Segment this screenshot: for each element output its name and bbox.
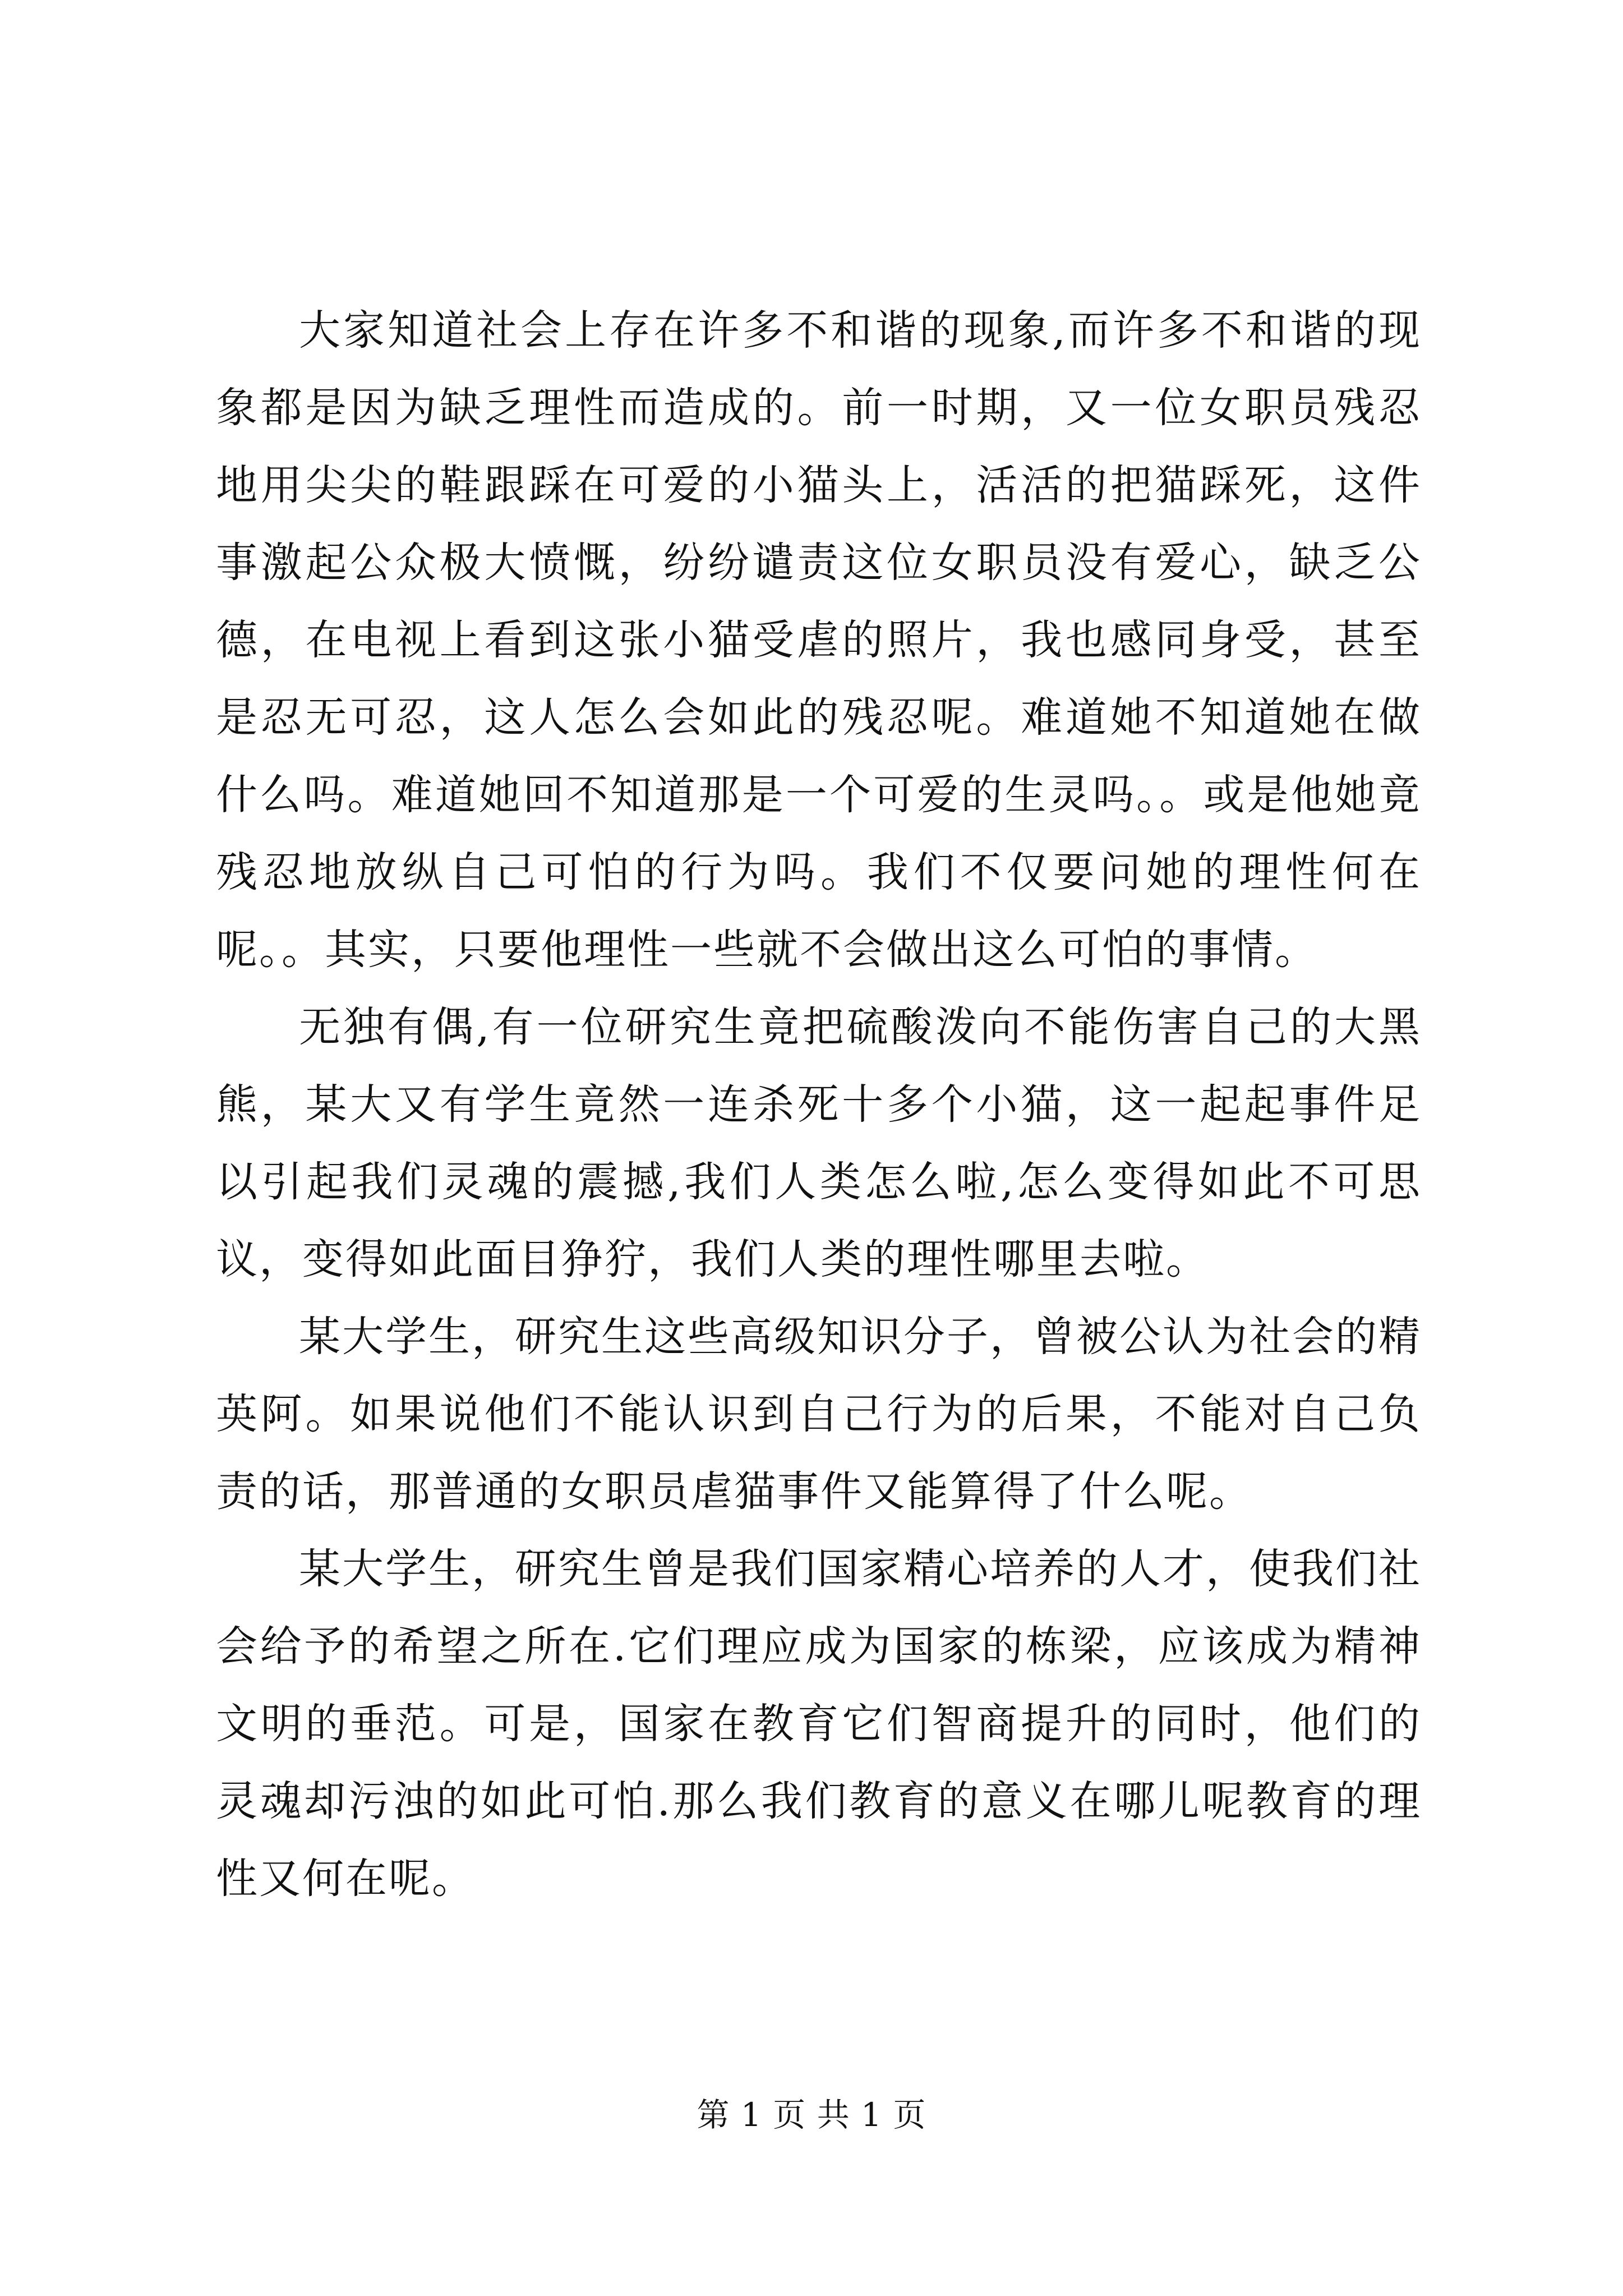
paragraph: 无独有偶,有一位研究生竟把硫酸泼向不能伤害自己的大黑熊，某大又有学生竟然一连杀死十多个小猫，这一起起事件足以引起我们灵魂的震撼,我们人类怎么啦,怎么变得如此不可思议，变得如此面目狰狞，我们人类的理性哪里去啦。	[216, 1003, 1422, 1283]
page-number-label: 第 1 页 共 1 页	[697, 2096, 926, 2134]
paragraph: 大家知道社会上存在许多不和谐的现象,而许多不和谐的现象都是因为缺乏理性而造成的。前一时期，又一位女职员残忍地用尖尖的鞋跟踩在可爱的小猫头上，活活的把猫踩死，这件事激起公众极大愤慨，纷纷谴责这位女职员没有爱心，缺乏公德，在电视上看到这张小猫受虐的照片，我也感同身受，甚至是忍无可忍，这人怎么会如此的残忍呢。难道她不知道她在做什么吗。难道她回不知道那是一个可爱的生灵吗。。或是他她竟残忍地放纵自己可怕的行为吗。我们不仅要问她的理性何在呢。。其实，只要他理性一些就不会做出这么可怕的事情。	[216, 306, 1422, 974]
paragraph: 某大学生，研究生曾是我们国家精心培养的人才，使我们社会给予的希望之所在.它们理应成为国家的栋梁，应该成为精神文明的垂范。可是，国家在教育它们智商提升的同时，他们的灵魂却污浊的如此可怕.那么我们教育的意义在哪儿呢教育的理性又何在呢。	[216, 1545, 1422, 1903]
document-body	[216, 292, 1422, 1917]
page-footer	[0, 2095, 1623, 2134]
paragraph: 某大学生，研究生这些高级知识分子，曾被公认为社会的精英阿。如果说他们不能认识到自己行为的后果，不能对自己负责的话，那普通的女职员虐猫事件又能算得了什么呢。	[216, 1313, 1422, 1516]
